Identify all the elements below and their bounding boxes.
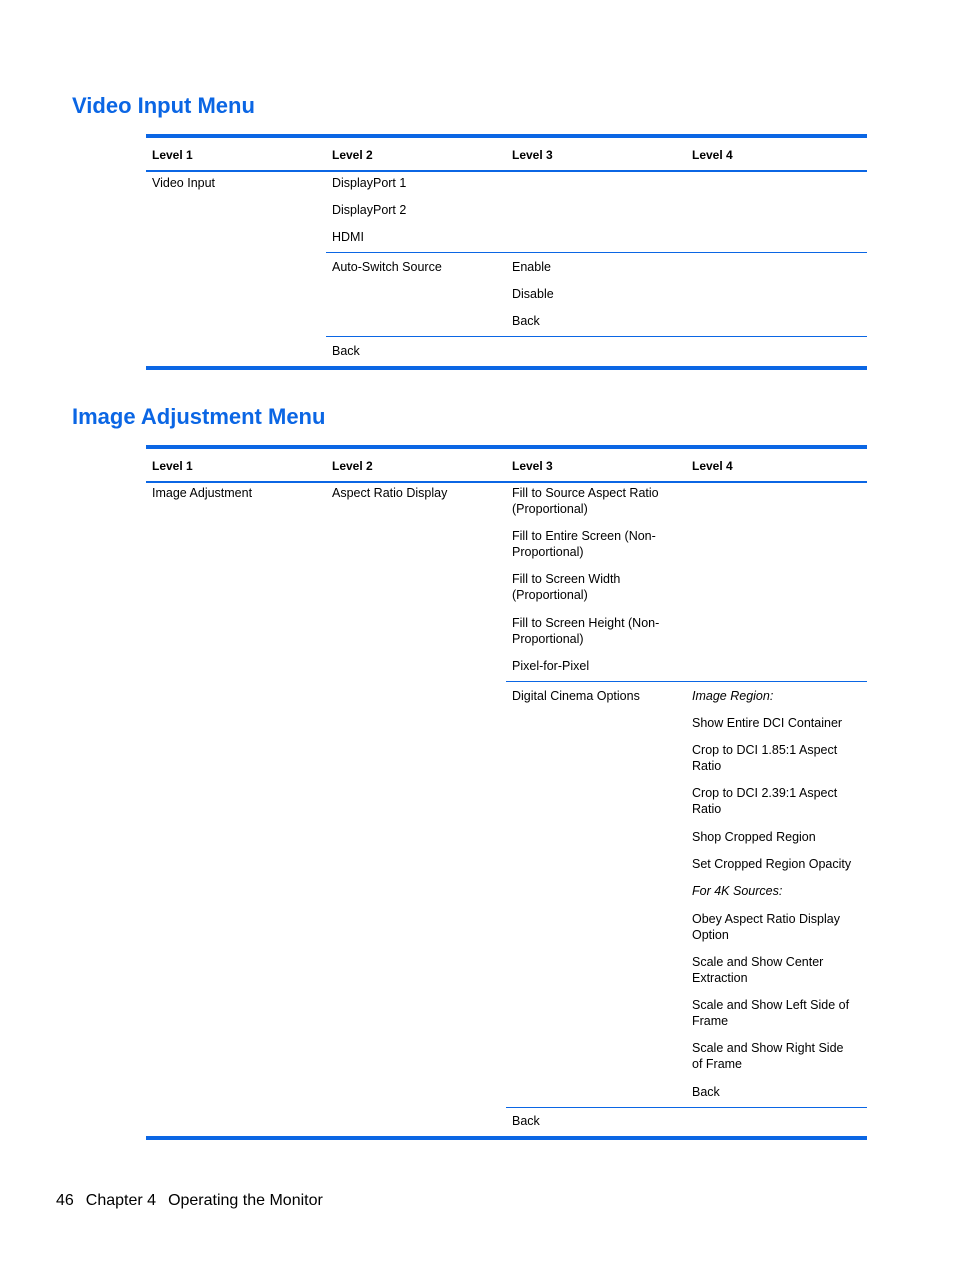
cell-crop-185-line1: Crop to DCI 1.85:1 Aspect: [692, 743, 838, 757]
cell-show-entire-dci: Show Entire DCI Container: [692, 716, 843, 730]
cell-hdmi: HDMI: [332, 230, 364, 244]
cell-auto-switch-source: Auto-Switch Source: [332, 260, 442, 274]
header-level-2: Level 2: [332, 148, 373, 162]
cell-fill-entire-line1: Fill to Entire Screen (Non-: [512, 529, 656, 543]
cell-scale-left-line1: Scale and Show Left Side of: [692, 998, 850, 1012]
header-level-2: Level 2: [332, 459, 373, 473]
cell-fill-width-line1: Fill to Screen Width: [512, 572, 621, 586]
header-level-4: Level 4: [692, 459, 733, 473]
cell-scale-center-line2: Extraction: [692, 971, 748, 985]
cell-shop-cropped-region: Shop Cropped Region: [692, 830, 816, 844]
page-footer: [56, 1192, 335, 1210]
section-title-video-input: Video Input Menu: [72, 93, 255, 118]
cell-image-region-heading: Image Region:: [692, 689, 774, 703]
cell-fill-width-line2: (Proportional): [512, 588, 588, 602]
header-level-1: Level 1: [152, 148, 193, 162]
cell-disable: Disable: [512, 287, 554, 301]
chapter-title: Operating the Monitor: [168, 1192, 323, 1209]
video-input-table: [146, 134, 867, 370]
cell-4k-sources-heading: For 4K Sources:: [692, 884, 783, 898]
cell-video-input: Video Input: [152, 176, 216, 190]
table-bottom-rule: [146, 1136, 867, 1140]
row-divider: [326, 252, 867, 253]
cell-fill-source-line1: Fill to Source Aspect Ratio: [512, 486, 659, 500]
page-number: 46: [56, 1192, 74, 1209]
cell-fill-entire-line2: Proportional): [512, 545, 584, 559]
cell-image-adjustment: Image Adjustment: [152, 486, 253, 500]
table-header: [146, 445, 867, 483]
cell-displayport-2: DisplayPort 2: [332, 203, 407, 217]
cell-scale-left-line2: Frame: [692, 1014, 729, 1028]
cell-digital-cinema-options: Digital Cinema Options: [512, 689, 640, 703]
header-level-1: Level 1: [152, 459, 193, 473]
cell-crop-239-line2: Ratio: [692, 802, 722, 816]
image-adjustment-table: [146, 445, 867, 1141]
cell-fill-height-line1: Fill to Screen Height (Non-: [512, 616, 660, 630]
cell-aspect-ratio-display: Aspect Ratio Display: [332, 486, 448, 500]
cell-back: Back: [512, 314, 540, 328]
row-divider: [506, 1107, 867, 1108]
cell-enable: Enable: [512, 260, 551, 274]
cell-back: Back: [332, 344, 360, 358]
table-header: [146, 134, 867, 172]
cell-displayport-1: DisplayPort 1: [332, 176, 407, 190]
cell-crop-239-line1: Crop to DCI 2.39:1 Aspect: [692, 786, 838, 800]
chapter-label: Chapter 4: [85, 1192, 157, 1209]
cell-scale-center-line1: Scale and Show Center: [692, 955, 824, 969]
header-level-3: Level 3: [512, 459, 553, 473]
cell-back: Back: [692, 1085, 720, 1099]
cell-scale-right-line2: of Frame: [692, 1057, 743, 1071]
cell-fill-height-line2: Proportional): [512, 632, 584, 646]
cell-back: Back: [512, 1114, 540, 1128]
section-title-image-adjustment: Image Adjustment Menu: [72, 404, 326, 429]
cell-crop-185-line2: Ratio: [692, 759, 722, 773]
cell-obey-aspect-line2: Option: [692, 928, 729, 942]
cell-scale-right-line1: Scale and Show Right Side: [692, 1041, 844, 1055]
cell-obey-aspect-line1: Obey Aspect Ratio Display: [692, 912, 840, 926]
row-divider: [506, 681, 867, 682]
table-bottom-rule: [146, 366, 867, 370]
header-level-4: Level 4: [692, 148, 733, 162]
row-divider: [326, 336, 867, 337]
cell-fill-source-line2: (Proportional): [512, 502, 588, 516]
cell-set-cropped-opacity: Set Cropped Region Opacity: [692, 857, 852, 871]
cell-pixel-for-pixel: Pixel-for-Pixel: [512, 659, 590, 673]
header-level-3: Level 3: [512, 148, 553, 162]
